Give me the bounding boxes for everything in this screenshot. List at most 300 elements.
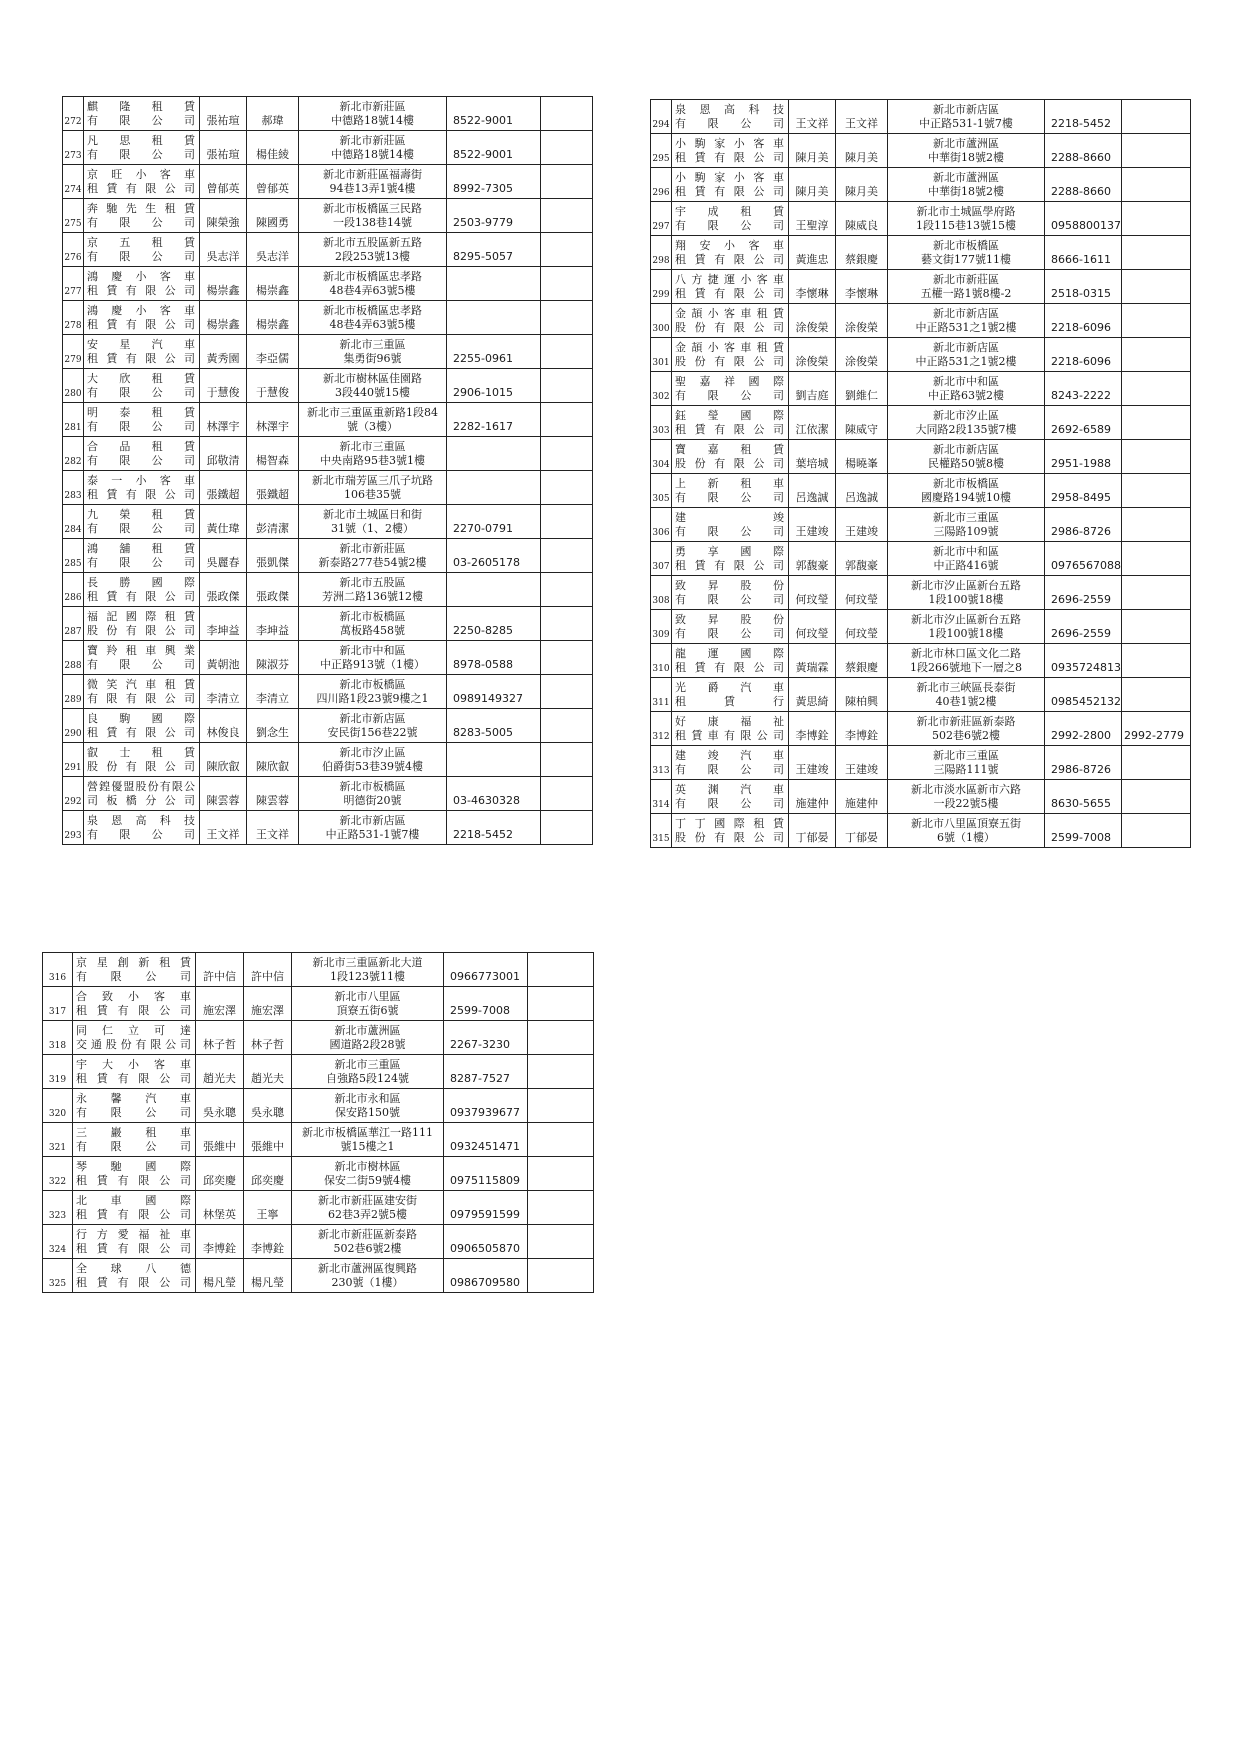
row-number: 273 xyxy=(63,131,84,165)
extra-phone xyxy=(541,505,593,539)
company-name-line-1: 行方愛福祉車 xyxy=(76,1227,192,1241)
address-cell xyxy=(299,539,447,573)
address-cell xyxy=(292,987,444,1021)
address-cell xyxy=(299,811,447,845)
representative: 黃瑞霖 xyxy=(789,644,836,678)
address-cell xyxy=(888,474,1045,508)
table-row xyxy=(651,372,1191,406)
company-name-cell xyxy=(84,573,200,607)
extra-phone xyxy=(528,1123,594,1157)
company-name-line-2: 有 限 公 司 xyxy=(87,419,196,433)
company-name-line-2: 租賃有限公司 xyxy=(76,1071,192,1085)
company-name-line-2: 有 限 公 司 xyxy=(87,249,196,263)
table-row xyxy=(43,1191,594,1225)
company-name-cell xyxy=(672,678,789,712)
row-number: 289 xyxy=(63,675,84,709)
row-number: 288 xyxy=(63,641,84,675)
address-line-1: 新北市三重區新北大道 xyxy=(312,955,423,969)
representative: 王建竣 xyxy=(789,508,836,542)
address-cell xyxy=(888,304,1045,338)
extra-phone xyxy=(541,709,593,743)
address-line-2: 安民街156巷22號 xyxy=(327,725,418,739)
representative: 許中信 xyxy=(196,953,244,987)
company-name-line-2: 有 限 公 司 xyxy=(675,388,785,402)
address-line-1: 新北市新莊區新泰路 xyxy=(916,714,1016,728)
phone-number: 0958800137 xyxy=(1045,202,1122,236)
phone-number xyxy=(447,301,541,335)
company-name-line-1: 寶 嘉 租 賃 xyxy=(675,442,785,456)
extra-phone xyxy=(541,573,593,607)
extra-phone xyxy=(1122,508,1191,542)
phone-number: 2288-8660 xyxy=(1045,168,1122,202)
address-cell xyxy=(888,576,1045,610)
address-line-2: 萬板路458號 xyxy=(340,623,405,637)
address-cell xyxy=(299,675,447,709)
company-name-line-2: 租賃有限公司 xyxy=(87,487,196,501)
manager: 王建竣 xyxy=(836,746,888,780)
extra-phone xyxy=(1122,440,1191,474)
company-name-line-1: 京旺小客車 xyxy=(87,167,196,181)
company-name-line-1: 京星創新租賃 xyxy=(76,955,192,969)
phone-number: 0937939677 xyxy=(444,1089,528,1123)
address-line-2: 伯爵街53巷39號4樓 xyxy=(322,759,423,773)
address-line-2: 230號（1樓） xyxy=(331,1275,404,1289)
extra-phone xyxy=(528,1191,594,1225)
company-name-cell xyxy=(84,233,200,267)
table-row xyxy=(63,369,593,403)
address-line-2: 民權路50號8樓 xyxy=(928,456,1004,470)
address-line-1: 新北市板橋區忠孝路 xyxy=(323,303,422,317)
company-name-line-2: 有 限 公 司 xyxy=(87,385,196,399)
address-line-2: 1段123號11樓 xyxy=(330,969,405,983)
manager: 李博銓 xyxy=(836,712,888,746)
company-name-line-1: 凡 思 租 賃 xyxy=(87,133,196,147)
representative: 趙光夫 xyxy=(196,1055,244,1089)
company-name-cell xyxy=(672,202,789,236)
phone-number: 0986709580 xyxy=(444,1259,528,1293)
extra-phone xyxy=(1122,746,1191,780)
representative: 陳月美 xyxy=(789,134,836,168)
company-name-line-2: 租賃有限公司 xyxy=(675,660,785,674)
address-cell xyxy=(888,236,1045,270)
company-name-line-1: 勇 享 國 際 xyxy=(675,544,785,558)
address-cell xyxy=(888,168,1045,202)
company-name-line-2: 租賃有限公司 xyxy=(87,181,196,195)
company-name-cell xyxy=(672,406,789,440)
extra-phone xyxy=(1122,610,1191,644)
address-cell xyxy=(888,372,1045,406)
address-line-2: 中正路531-1號7樓 xyxy=(919,116,1013,130)
address-line-1: 新北市板橋區三民路 xyxy=(323,201,422,215)
address-line-1: 新北市中和區 xyxy=(339,643,406,657)
phone-number xyxy=(447,743,541,777)
address-line-1: 新北市新莊區 xyxy=(339,99,406,113)
extra-phone xyxy=(528,1157,594,1191)
extra-phone xyxy=(541,777,593,811)
row-number: 300 xyxy=(651,304,672,338)
representative: 吳永聰 xyxy=(196,1089,244,1123)
company-name-cell xyxy=(84,301,200,335)
company-name-line-2: 租賃有限公司 xyxy=(675,558,785,572)
manager: 吳永聰 xyxy=(244,1089,292,1123)
extra-phone xyxy=(541,471,593,505)
company-name-line-2: 有限有限公司 xyxy=(87,691,196,705)
representative: 丁郁晏 xyxy=(789,814,836,848)
representative: 李博銓 xyxy=(789,712,836,746)
phone-number: 8283-5005 xyxy=(447,709,541,743)
address-cell xyxy=(292,1191,444,1225)
phone-number: 8295-5057 xyxy=(447,233,541,267)
company-name-line-1: 鴻慶小客車 xyxy=(87,303,196,317)
company-name-line-1: 光 爵 汽 車 xyxy=(675,680,785,694)
company-name-line-1: 小駒家小客車 xyxy=(675,136,785,150)
address-line-2: 502巷6號2樓 xyxy=(932,728,1000,742)
representative: 黃進忠 xyxy=(789,236,836,270)
table-row xyxy=(651,474,1191,508)
row-number: 310 xyxy=(651,644,672,678)
address-line-2: 2段253號13樓 xyxy=(335,249,410,263)
table-row xyxy=(651,746,1191,780)
table-row xyxy=(651,270,1191,304)
company-name-cell xyxy=(84,165,200,199)
company-name-line-2: 有 限 公 司 xyxy=(675,490,785,504)
row-number: 314 xyxy=(651,780,672,814)
manager: 楊凡瑩 xyxy=(244,1259,292,1293)
address-cell xyxy=(299,199,447,233)
representative: 吳志洋 xyxy=(200,233,247,267)
table-row xyxy=(43,1259,594,1293)
extra-phone xyxy=(528,1259,594,1293)
company-name-cell xyxy=(84,471,200,505)
address-line-1: 新北市板橋區 xyxy=(933,238,999,252)
representative: 曾郁英 xyxy=(200,165,247,199)
company-name-line-1: 丁丁國際租賃 xyxy=(675,816,785,830)
extra-phone xyxy=(541,539,593,573)
representative: 邱敬清 xyxy=(200,437,247,471)
company-name-cell xyxy=(672,746,789,780)
address-line-2: 國道路2段28號 xyxy=(329,1037,406,1051)
company-name-line-1: 麒 隆 租 賃 xyxy=(87,99,196,113)
phone-number: 2255-0961 xyxy=(447,335,541,369)
manager: 何玟瑩 xyxy=(836,576,888,610)
address-line-1: 新北市三重區 xyxy=(933,748,999,762)
company-name-cell xyxy=(672,372,789,406)
address-line-2: 號15樓之1 xyxy=(340,1139,395,1153)
table-row xyxy=(651,440,1191,474)
company-name-cell xyxy=(672,100,789,134)
manager: 陳威良 xyxy=(836,202,888,236)
address-cell xyxy=(299,97,447,131)
manager: 楊崇鑫 xyxy=(247,267,299,301)
address-cell xyxy=(292,1089,444,1123)
extra-phone xyxy=(1122,304,1191,338)
company-name-line-1: 宇大小客車 xyxy=(76,1057,192,1071)
address-cell xyxy=(888,508,1045,542)
extra-phone xyxy=(541,165,593,199)
extra-phone xyxy=(1122,780,1191,814)
company-name-line-1: 京 五 租 賃 xyxy=(87,235,196,249)
representative: 施建仲 xyxy=(789,780,836,814)
company-name-cell xyxy=(84,97,200,131)
company-name-line-2: 有 限 公 司 xyxy=(675,218,785,232)
company-name-line-2: 交通股份有限公司 xyxy=(76,1037,192,1051)
row-number: 284 xyxy=(63,505,84,539)
representative: 張維中 xyxy=(196,1123,244,1157)
extra-phone xyxy=(528,1021,594,1055)
table-row xyxy=(43,1225,594,1259)
address-line-2: 大同路2段135號7樓 xyxy=(915,422,1017,436)
row-number: 311 xyxy=(651,678,672,712)
address-line-1: 新北市板橋區 xyxy=(339,779,406,793)
company-name-line-2: 有 限 公 司 xyxy=(87,521,196,535)
company-name-line-2: 租賃有限公司 xyxy=(76,1173,192,1187)
company-name-line-1: 微笑汽車租賃 xyxy=(87,677,196,691)
address-line-1: 新北市板橋區 xyxy=(933,476,999,490)
address-line-2: 中央南路95巷3號1樓 xyxy=(320,453,425,467)
representative: 邱奕慶 xyxy=(196,1157,244,1191)
address-line-2: 一段138巷14號 xyxy=(333,215,412,229)
extra-phone xyxy=(528,953,594,987)
company-name-line-1: 建 竣 xyxy=(675,510,785,524)
row-number: 279 xyxy=(63,335,84,369)
company-name-cell xyxy=(672,542,789,576)
row-number: 286 xyxy=(63,573,84,607)
manager: 陳月美 xyxy=(836,134,888,168)
row-number: 292 xyxy=(63,777,84,811)
phone-number: 2518-0315 xyxy=(1045,270,1122,304)
address-line-2: 保安二街59號4樓 xyxy=(324,1173,411,1187)
table-row xyxy=(651,814,1191,848)
table-row xyxy=(43,1055,594,1089)
address-cell xyxy=(299,607,447,641)
company-name-cell xyxy=(73,1055,196,1089)
manager: 許中信 xyxy=(244,953,292,987)
extra-phone xyxy=(541,641,593,675)
table-row xyxy=(651,644,1191,678)
row-number: 309 xyxy=(651,610,672,644)
address-line-1: 新北市汐止區 xyxy=(339,745,406,759)
extra-phone xyxy=(528,1089,594,1123)
company-name-cell xyxy=(672,134,789,168)
phone-number: 8630-5655 xyxy=(1045,780,1122,814)
manager: 李亞儒 xyxy=(247,335,299,369)
address-line-1: 新北市中和區 xyxy=(933,544,999,558)
company-name-cell xyxy=(84,607,200,641)
company-name-line-1: 安 星 汽 車 xyxy=(87,337,196,351)
address-cell xyxy=(888,542,1045,576)
phone-number: 2599-7008 xyxy=(1045,814,1122,848)
company-name-cell xyxy=(84,539,200,573)
extra-phone xyxy=(541,131,593,165)
address-cell xyxy=(292,1123,444,1157)
address-line-2: 1段100號18樓 xyxy=(928,592,1004,606)
address-line-2: 中正路913號（1樓） xyxy=(320,657,425,671)
phone-number: 8992-7305 xyxy=(447,165,541,199)
extra-phone xyxy=(1122,372,1191,406)
company-name-line-2: 租賃有限公司 xyxy=(76,1207,192,1221)
company-name-line-2: 有 限 公 司 xyxy=(87,215,196,229)
table-row xyxy=(651,542,1191,576)
address-line-1: 新北市淡水區新市六路 xyxy=(911,782,1021,796)
address-line-1: 新北市三重區重新路1段84 xyxy=(307,405,438,419)
company-name-line-1: 叡 士 租 賃 xyxy=(87,745,196,759)
address-line-1: 新北市中和區 xyxy=(933,374,999,388)
phone-number xyxy=(447,267,541,301)
address-cell xyxy=(292,1225,444,1259)
company-name-line-1: 翔安小客車 xyxy=(675,238,785,252)
company-name-line-2: 司板橋分公司 xyxy=(87,793,196,807)
address-line-1: 新北市汐止區 xyxy=(933,408,999,422)
address-line-2: 中正路531之1號2樓 xyxy=(915,320,1017,334)
manager: 張政傑 xyxy=(247,573,299,607)
company-name-line-2: 有 限 公 司 xyxy=(675,116,785,130)
company-name-cell xyxy=(84,743,200,777)
company-name-line-2: 租賃有限公司 xyxy=(76,1003,192,1017)
row-number: 319 xyxy=(43,1055,73,1089)
address-line-1: 新北市蘆洲區 xyxy=(933,170,999,184)
company-name-line-2: 有 限 公 司 xyxy=(675,524,785,538)
extra-phone xyxy=(541,301,593,335)
representative: 呂逸誠 xyxy=(789,474,836,508)
phone-number: 2503-9779 xyxy=(447,199,541,233)
address-line-1: 新北市板橋區忠孝路 xyxy=(323,269,422,283)
address-line-2: 中德路18號14樓 xyxy=(331,147,414,161)
phone-number: 2696-2559 xyxy=(1045,610,1122,644)
table-row xyxy=(63,97,593,131)
address-cell xyxy=(292,1021,444,1055)
row-number: 313 xyxy=(651,746,672,780)
company-name-line-1: 好 康 福 祉 xyxy=(675,714,785,728)
address-line-1: 新北市新莊區 xyxy=(339,133,406,147)
address-cell xyxy=(292,1259,444,1293)
company-name-line-2: 股份有限公司 xyxy=(87,759,196,773)
manager: 陳雲蓉 xyxy=(247,777,299,811)
manager: 趙光夫 xyxy=(244,1055,292,1089)
table-row xyxy=(63,811,593,845)
company-name-cell xyxy=(672,270,789,304)
company-name-line-1: 泉 恩 高 科 技 xyxy=(675,102,785,116)
address-line-1: 新北市新店區 xyxy=(339,813,406,827)
extra-phone xyxy=(1122,576,1191,610)
address-cell xyxy=(292,953,444,987)
manager: 李博銓 xyxy=(244,1225,292,1259)
address-line-1: 新北市蘆洲區復興路 xyxy=(318,1261,417,1275)
address-cell xyxy=(299,131,447,165)
address-line-1: 新北市三重區 xyxy=(339,337,406,351)
row-number: 304 xyxy=(651,440,672,474)
address-line-1: 新北市新店區 xyxy=(933,340,999,354)
address-line-1: 新北市蘆洲區 xyxy=(933,136,999,150)
address-line-2: 三陽路111號 xyxy=(933,762,999,776)
phone-number: 0906505870 xyxy=(444,1225,528,1259)
address-cell xyxy=(888,746,1045,780)
address-cell xyxy=(299,471,447,505)
company-name-line-2: 有 限 公 司 xyxy=(87,113,196,127)
representative: 林俊良 xyxy=(200,709,247,743)
address-line-1: 新北市土城區日和街 xyxy=(323,507,422,521)
row-number: 275 xyxy=(63,199,84,233)
address-line-1: 新北市三重區 xyxy=(933,510,999,524)
extra-phone xyxy=(541,675,593,709)
row-number: 283 xyxy=(63,471,84,505)
phone-number: 0966773001 xyxy=(444,953,528,987)
table-row xyxy=(651,338,1191,372)
address-cell xyxy=(292,1055,444,1089)
extra-phone xyxy=(1122,134,1191,168)
extra-phone xyxy=(1122,406,1191,440)
manager: 陳國勇 xyxy=(247,199,299,233)
company-name-line-1: 寶羚租車興業 xyxy=(87,643,196,657)
table-row xyxy=(63,777,593,811)
phone-number: 2986-8726 xyxy=(1045,746,1122,780)
address-line-1: 新北市新店區 xyxy=(339,711,406,725)
company-name-cell xyxy=(672,338,789,372)
company-name-line-1: 三 巖 租 車 xyxy=(76,1125,192,1139)
address-line-2: 1段100號18樓 xyxy=(928,626,1004,640)
company-name-line-1: 泉 恩 高 科 技 xyxy=(87,813,196,827)
manager: 彭清潔 xyxy=(247,505,299,539)
company-name-line-1: 鈺 瑩 國 際 xyxy=(675,408,785,422)
representative: 陳欣叡 xyxy=(200,743,247,777)
company-name-line-1: 聖嘉祥國際 xyxy=(675,374,785,388)
company-name-line-2: 有 限 公 司 xyxy=(87,147,196,161)
extra-phone xyxy=(1122,168,1191,202)
address-line-1: 新北市新店區 xyxy=(933,442,999,456)
table-row xyxy=(63,641,593,675)
phone-number: 8522-9001 xyxy=(447,131,541,165)
phone-number: 8978-0588 xyxy=(447,641,541,675)
row-number: 312 xyxy=(651,712,672,746)
address-cell xyxy=(299,403,447,437)
table-row xyxy=(651,168,1191,202)
address-line-2: 94巷13弄1號4樓 xyxy=(329,181,416,195)
company-name-line-2: 有 限 公 司 xyxy=(76,1105,192,1119)
phone-number: 2692-6589 xyxy=(1045,406,1122,440)
company-name-line-1: 九 榮 租 賃 xyxy=(87,507,196,521)
address-cell xyxy=(888,610,1045,644)
representative: 黃朝池 xyxy=(200,641,247,675)
manager: 李坤益 xyxy=(247,607,299,641)
address-line-2: 中正路63號2樓 xyxy=(928,388,1004,402)
address-line-1: 新北市五股區 xyxy=(339,575,406,589)
address-line-2: 中正路531之1號2樓 xyxy=(915,354,1017,368)
table-row xyxy=(651,576,1191,610)
address-line-2: 四川路1段23號9樓之1 xyxy=(316,691,429,705)
row-number: 322 xyxy=(43,1157,73,1191)
address-line-1: 新北市汐止區新台五路 xyxy=(911,612,1021,626)
company-name-line-2: 租賃有限公司 xyxy=(675,150,785,164)
company-name-line-2: 有 限 公 司 xyxy=(675,592,785,606)
phone-number: 2267-3230 xyxy=(444,1021,528,1055)
phone-number: 8666-1611 xyxy=(1045,236,1122,270)
company-name-line-1: 北 車 國 際 xyxy=(76,1193,192,1207)
row-number: 285 xyxy=(63,539,84,573)
company-name-line-2: 租賃車有限公司 xyxy=(675,728,785,742)
company-name-line-1: 上 新 租 車 xyxy=(675,476,785,490)
company-name-cell xyxy=(672,474,789,508)
company-name-cell xyxy=(84,369,200,403)
phone-number: 2218-5452 xyxy=(1045,100,1122,134)
address-line-2: 502巷6號2樓 xyxy=(333,1241,402,1255)
company-name-cell xyxy=(84,403,200,437)
table-row xyxy=(63,675,593,709)
company-name-line-2: 有 限 公 司 xyxy=(675,626,785,640)
company-name-cell xyxy=(672,440,789,474)
company-name-cell xyxy=(73,1157,196,1191)
company-name-line-2: 租賃有限公司 xyxy=(87,589,196,603)
row-number: 294 xyxy=(651,100,672,134)
representative: 郭馥豪 xyxy=(789,542,836,576)
